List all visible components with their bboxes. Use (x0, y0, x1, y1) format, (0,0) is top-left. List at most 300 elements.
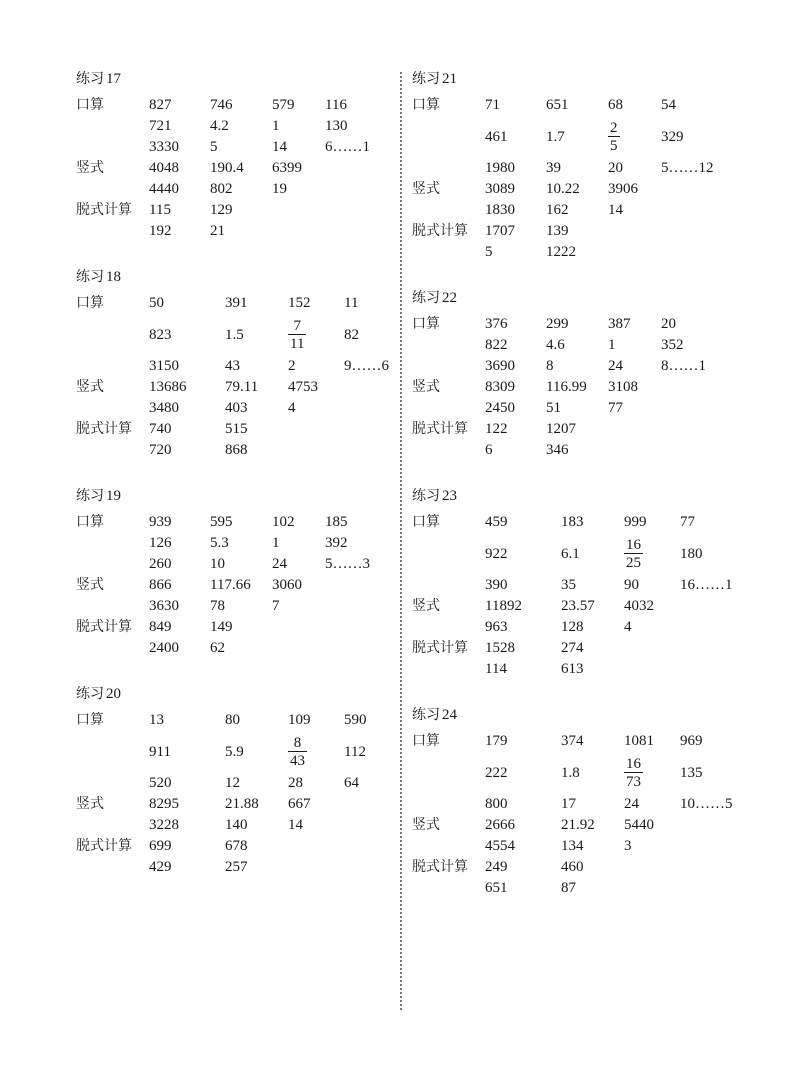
fraction-numerator: 8 (293, 735, 302, 751)
answer-cell: 12 (225, 775, 240, 791)
answer-cell: 5……3 (325, 556, 370, 572)
tuoshi-group (76, 836, 406, 878)
section-title-text: 练习 (76, 71, 104, 87)
shushi-answers (485, 815, 742, 857)
answer-cell: 5.9 (225, 743, 244, 760)
answer-cell: 3150 (149, 358, 179, 374)
answer-cell: 179 (485, 733, 508, 749)
answer-cell: 185 (325, 514, 348, 530)
answer-row (149, 857, 406, 878)
tuoshi-group (412, 419, 742, 461)
answer-cell: 6.1 (561, 545, 580, 562)
answer-cell (288, 735, 344, 769)
answer-cell: 4.2 (210, 118, 229, 134)
answer-cell: 77 (680, 514, 695, 530)
answer-cell: 3089 (485, 181, 515, 197)
answer-row (485, 659, 742, 680)
shushi-label: 竖式 (412, 181, 440, 197)
answer-cell (608, 120, 661, 154)
tuoshi-label: 脱式计算 (76, 421, 132, 437)
answer-cell: 82 (344, 326, 359, 343)
answer-cell: 43 (225, 358, 240, 374)
answer-cell: 249 (485, 859, 508, 875)
answer-row (485, 398, 742, 419)
kousuan-label: 口算 (412, 97, 440, 113)
section-title-text: 练习 (76, 488, 104, 504)
answer-row (149, 179, 406, 200)
tuoshi-group (412, 638, 742, 680)
answer-cell (624, 756, 680, 790)
answer-cell: 190.4 (210, 160, 244, 176)
answer-row (485, 731, 742, 752)
answer-row (149, 815, 406, 836)
answer-cell: 721 (149, 118, 172, 134)
answer-cell: 16……1 (680, 577, 733, 593)
shushi-group (412, 815, 742, 857)
answer-cell: 4 (288, 400, 296, 416)
kousuan-answers (485, 314, 742, 377)
answer-row (149, 293, 406, 314)
answer-cell: 802 (210, 181, 233, 197)
answer-cell: 192 (149, 223, 172, 239)
answer-cell: 963 (485, 619, 508, 635)
answer-cell: 28 (288, 775, 303, 791)
section-title-text: 练习 (412, 707, 440, 723)
answer-cell: 13 (149, 712, 164, 728)
answer-row (485, 179, 742, 200)
answer-cell: 1.8 (561, 764, 580, 781)
answer-row (149, 773, 406, 794)
answer-row (149, 116, 406, 137)
answer-row (149, 710, 406, 731)
answer-cell: 14 (272, 139, 287, 155)
answer-cell: 19 (272, 181, 287, 197)
shushi-label: 竖式 (412, 379, 440, 395)
answer-cell: 114 (485, 661, 507, 677)
answer-cell: 115 (149, 202, 171, 218)
answer-cell: 2 (288, 358, 296, 374)
kousuan-label: 口算 (412, 733, 440, 749)
answer-cell: 866 (149, 577, 172, 593)
tuoshi-label: 脱式计算 (412, 859, 468, 875)
answer-cell: 1081 (624, 733, 654, 749)
section-title (76, 685, 406, 703)
fraction-denominator: 73 (626, 774, 641, 790)
answer-row (149, 596, 406, 617)
shushi-label: 竖式 (76, 379, 104, 395)
kousuan-answers (149, 512, 406, 575)
answer-cell: 117.66 (210, 577, 251, 593)
exercise-section (412, 70, 742, 263)
kousuan-group (76, 95, 406, 158)
answer-cell: 579 (272, 97, 295, 113)
tuoshi-answers (149, 419, 406, 461)
answer-cell: 1222 (546, 244, 576, 260)
answer-cell: 651 (546, 97, 569, 113)
answer-cell: 590 (344, 712, 367, 728)
tuoshi-label: 脱式计算 (76, 202, 132, 218)
answer-cell: 911 (149, 743, 171, 760)
answer-cell: 78 (210, 598, 225, 614)
kousuan-label: 口算 (76, 514, 104, 530)
answer-cell: 4554 (485, 838, 515, 854)
answer-cell: 823 (149, 326, 172, 343)
answer-cell: 8295 (149, 796, 179, 812)
fraction (624, 756, 643, 790)
answer-cell: 24 (624, 796, 639, 812)
answer-cell: 135 (680, 764, 703, 781)
answer-row (485, 158, 742, 179)
fraction-numerator: 7 (293, 318, 301, 334)
section-title (76, 487, 406, 505)
answer-row (149, 794, 406, 815)
answer-row (485, 95, 742, 116)
fraction (288, 318, 306, 352)
answer-cell: 346 (546, 442, 569, 458)
answer-cell: 3630 (149, 598, 179, 614)
kousuan-group (76, 293, 406, 377)
answer-cell: 4 (624, 619, 632, 635)
exercise-section (76, 70, 406, 242)
fraction-numerator: 16 (626, 537, 641, 553)
answer-cell: 183 (561, 514, 584, 530)
answer-cell: 87 (561, 880, 576, 896)
shushi-label: 竖式 (76, 160, 104, 176)
tuoshi-answers (149, 617, 406, 659)
answer-row (485, 878, 742, 899)
answer-cell: 14 (288, 817, 303, 833)
tuoshi-answers (149, 200, 406, 242)
answer-cell: 20 (608, 160, 623, 176)
answer-cell: 90 (624, 577, 639, 593)
answer-row (485, 512, 742, 533)
answer-cell: 329 (661, 128, 684, 145)
tuoshi-answers (149, 836, 406, 878)
answer-cell: 71 (485, 97, 500, 113)
answer-cell: 1207 (546, 421, 576, 437)
fraction-numerator: 16 (626, 756, 641, 772)
answer-cell: 116.99 (546, 379, 587, 395)
answer-cell: 112 (344, 743, 366, 760)
answer-cell: 23.57 (561, 598, 595, 614)
answer-row (485, 335, 742, 356)
answer-cell: 460 (561, 859, 584, 875)
answer-cell: 299 (546, 316, 569, 332)
tuoshi-answers (485, 638, 742, 680)
kousuan-answers (149, 293, 406, 377)
shushi-group (76, 158, 406, 200)
answer-cell: 122 (485, 421, 508, 437)
kousuan-answers (149, 95, 406, 158)
answer-cell: 1528 (485, 640, 515, 656)
answer-cell: 374 (561, 733, 584, 749)
answer-cell: 1980 (485, 160, 515, 176)
answer-cell: 459 (485, 514, 508, 530)
exercise-section (412, 289, 742, 461)
fraction (288, 735, 307, 769)
answer-cell: 126 (149, 535, 172, 551)
kousuan-group (412, 314, 742, 377)
answer-cell: 868 (225, 442, 248, 458)
tuoshi-group (412, 221, 742, 263)
answer-cell: 8 (546, 358, 554, 374)
section-number: 23 (442, 488, 457, 504)
answer-cell: 128 (561, 619, 584, 635)
section-number: 22 (442, 290, 457, 306)
section-title-text: 练习 (412, 290, 440, 306)
answer-cell: 64 (344, 775, 359, 791)
answer-row (485, 200, 742, 221)
fraction (608, 120, 620, 154)
answer-cell: 352 (661, 337, 684, 353)
answer-cell: 1 (272, 535, 280, 551)
answer-cell: 134 (561, 838, 584, 854)
answer-cell: 11892 (485, 598, 522, 614)
kousuan-label: 口算 (412, 514, 440, 530)
answer-cell: 3060 (272, 577, 302, 593)
answer-cell: 3108 (608, 379, 638, 395)
answer-cell: 429 (149, 859, 172, 875)
answer-cell: 260 (149, 556, 172, 572)
answer-cell: 9……6 (344, 358, 389, 374)
answer-cell: 800 (485, 796, 508, 812)
answer-cell: 822 (485, 337, 508, 353)
kousuan-answers (485, 731, 742, 815)
answer-cell: 139 (546, 223, 569, 239)
section-title (76, 268, 406, 286)
shushi-answers (149, 794, 406, 836)
answer-cell: 939 (149, 514, 172, 530)
answer-row (149, 137, 406, 158)
answer-cell: 10.22 (546, 181, 580, 197)
section-number: 21 (442, 71, 457, 87)
section-title (412, 706, 742, 724)
answer-cell: 62 (210, 640, 225, 656)
answer-cell: 651 (485, 880, 508, 896)
kousuan-label: 口算 (76, 97, 104, 113)
answer-cell: 3228 (149, 817, 179, 833)
answer-cell: 4048 (149, 160, 179, 176)
answer-row (485, 596, 742, 617)
answer-cell: 3330 (149, 139, 179, 155)
answer-cell: 390 (485, 577, 508, 593)
answer-row (149, 377, 406, 398)
section-title-text: 练习 (412, 71, 440, 87)
answer-cell: 1707 (485, 223, 515, 239)
tuoshi-group (412, 857, 742, 899)
answer-cell: 3 (624, 838, 632, 854)
shushi-answers (149, 575, 406, 617)
answer-row (149, 617, 406, 638)
section-title (76, 70, 406, 88)
answer-row (149, 356, 406, 377)
answer-cell: 1 (272, 118, 280, 134)
answer-cell: 14 (608, 202, 623, 218)
shushi-answers (149, 158, 406, 200)
answer-cell: 51 (546, 400, 561, 416)
exercise-section (412, 706, 742, 899)
answer-row (485, 419, 742, 440)
answer-row (485, 533, 742, 575)
answer-cell: 129 (210, 202, 233, 218)
answer-cell: 4032 (624, 598, 654, 614)
answer-cell: 922 (485, 545, 508, 562)
answer-cell: 1.7 (546, 128, 565, 145)
answer-cell: 2400 (149, 640, 179, 656)
answer-cell: 999 (624, 514, 647, 530)
answer-cell: 461 (485, 128, 508, 145)
shushi-group (412, 179, 742, 221)
shushi-label: 竖式 (412, 817, 440, 833)
answer-cell: 6 (485, 442, 493, 458)
fraction-denominator: 5 (610, 138, 618, 154)
answer-cell: 162 (546, 202, 569, 218)
answer-cell: 969 (680, 733, 703, 749)
answer-cell: 5440 (624, 817, 654, 833)
fraction-denominator: 25 (626, 555, 641, 571)
answer-cell: 520 (149, 775, 172, 791)
answer-cell: 152 (288, 295, 311, 311)
answer-cell: 21.88 (225, 796, 259, 812)
answer-cell: 667 (288, 796, 311, 812)
answer-cell: 149 (210, 619, 233, 635)
section-title (412, 289, 742, 307)
answer-cell: 10 (210, 556, 225, 572)
answer-row (149, 440, 406, 461)
answer-cell: 391 (225, 295, 248, 311)
answer-cell: 102 (272, 514, 295, 530)
answer-cell: 4753 (288, 379, 318, 395)
exercise-section (76, 685, 406, 878)
answer-row (149, 512, 406, 533)
answer-cell: 140 (225, 817, 248, 833)
tuoshi-label: 脱式计算 (76, 619, 132, 635)
answer-cell: 1830 (485, 202, 515, 218)
answer-row (149, 575, 406, 596)
kousuan-answers (485, 95, 742, 179)
answer-cell: 21 (210, 223, 225, 239)
answer-row (485, 221, 742, 242)
kousuan-group (412, 731, 742, 815)
answer-row (485, 314, 742, 335)
shushi-label: 竖式 (76, 577, 104, 593)
answer-cell: 613 (561, 661, 584, 677)
answer-cell: 376 (485, 316, 508, 332)
section-number: 17 (106, 71, 121, 87)
tuoshi-group (76, 617, 406, 659)
answer-cell: 746 (210, 97, 233, 113)
tuoshi-answers (485, 419, 742, 461)
answer-cell: 699 (149, 838, 172, 854)
answer-cell: 274 (561, 640, 584, 656)
answer-cell: 2450 (485, 400, 515, 416)
answer-cell: 827 (149, 97, 172, 113)
section-number: 20 (106, 686, 121, 702)
fraction-denominator: 11 (290, 336, 305, 352)
answer-row (485, 440, 742, 461)
answer-cell: 39 (546, 160, 561, 176)
answer-cell: 392 (325, 535, 348, 551)
answer-row (149, 533, 406, 554)
answer-row (149, 158, 406, 179)
tuoshi-answers (485, 221, 742, 263)
answer-row (485, 857, 742, 878)
answer-row (485, 617, 742, 638)
answer-cell (288, 318, 344, 352)
answer-cell: 222 (485, 764, 508, 781)
answer-row (485, 815, 742, 836)
answer-row (485, 575, 742, 596)
tuoshi-group (76, 419, 406, 461)
answer-cell: 1 (608, 337, 616, 353)
fraction-denominator: 43 (290, 753, 305, 769)
kousuan-label: 口算 (76, 712, 104, 728)
shushi-answers (485, 596, 742, 638)
answer-row (485, 377, 742, 398)
section-title (412, 70, 742, 88)
answer-cell: 11 (344, 295, 359, 311)
section-title (412, 487, 742, 505)
answer-cell: 740 (149, 421, 172, 437)
shushi-group (412, 377, 742, 419)
answer-row (485, 836, 742, 857)
answer-cell: 13686 (149, 379, 187, 395)
shushi-label: 竖式 (76, 796, 104, 812)
answer-row (149, 314, 406, 356)
kousuan-label: 口算 (412, 316, 440, 332)
section-number: 24 (442, 707, 457, 723)
exercise-section (76, 268, 406, 461)
answer-cell: 24 (272, 556, 287, 572)
answer-cell: 24 (608, 358, 623, 374)
kousuan-answers (149, 710, 406, 794)
shushi-answers (485, 179, 742, 221)
tuoshi-label: 脱式计算 (412, 640, 468, 656)
section-title-text: 练习 (412, 488, 440, 504)
answer-cell: 54 (661, 97, 676, 113)
answer-cell: 678 (225, 838, 248, 854)
tuoshi-label: 脱式计算 (412, 421, 468, 437)
section-title-text: 练习 (76, 269, 104, 285)
tuoshi-answers (485, 857, 742, 899)
answer-row (485, 794, 742, 815)
answer-cell: 21.92 (561, 817, 595, 833)
section-number: 19 (106, 488, 121, 504)
section-title-text: 练习 (76, 686, 104, 702)
answer-cell: 79.11 (225, 379, 259, 395)
answer-cell: 6399 (272, 160, 302, 176)
tuoshi-group (76, 200, 406, 242)
answer-cell: 8309 (485, 379, 515, 395)
answer-cell: 180 (680, 545, 703, 562)
answer-cell: 68 (608, 97, 623, 113)
answer-cell: 1.5 (225, 326, 244, 343)
shushi-group (412, 596, 742, 638)
right-column (412, 70, 742, 925)
answer-row (485, 116, 742, 158)
answer-cell: 130 (325, 118, 348, 134)
answer-cell: 387 (608, 316, 631, 332)
answer-cell: 8……1 (661, 358, 706, 374)
answer-cell: 849 (149, 619, 172, 635)
answer-row (149, 200, 406, 221)
answer-cell: 17 (561, 796, 576, 812)
answer-cell: 7 (272, 598, 280, 614)
answer-row (149, 221, 406, 242)
shushi-label: 竖式 (412, 598, 440, 614)
shushi-answers (149, 377, 406, 419)
answer-cell: 257 (225, 859, 248, 875)
